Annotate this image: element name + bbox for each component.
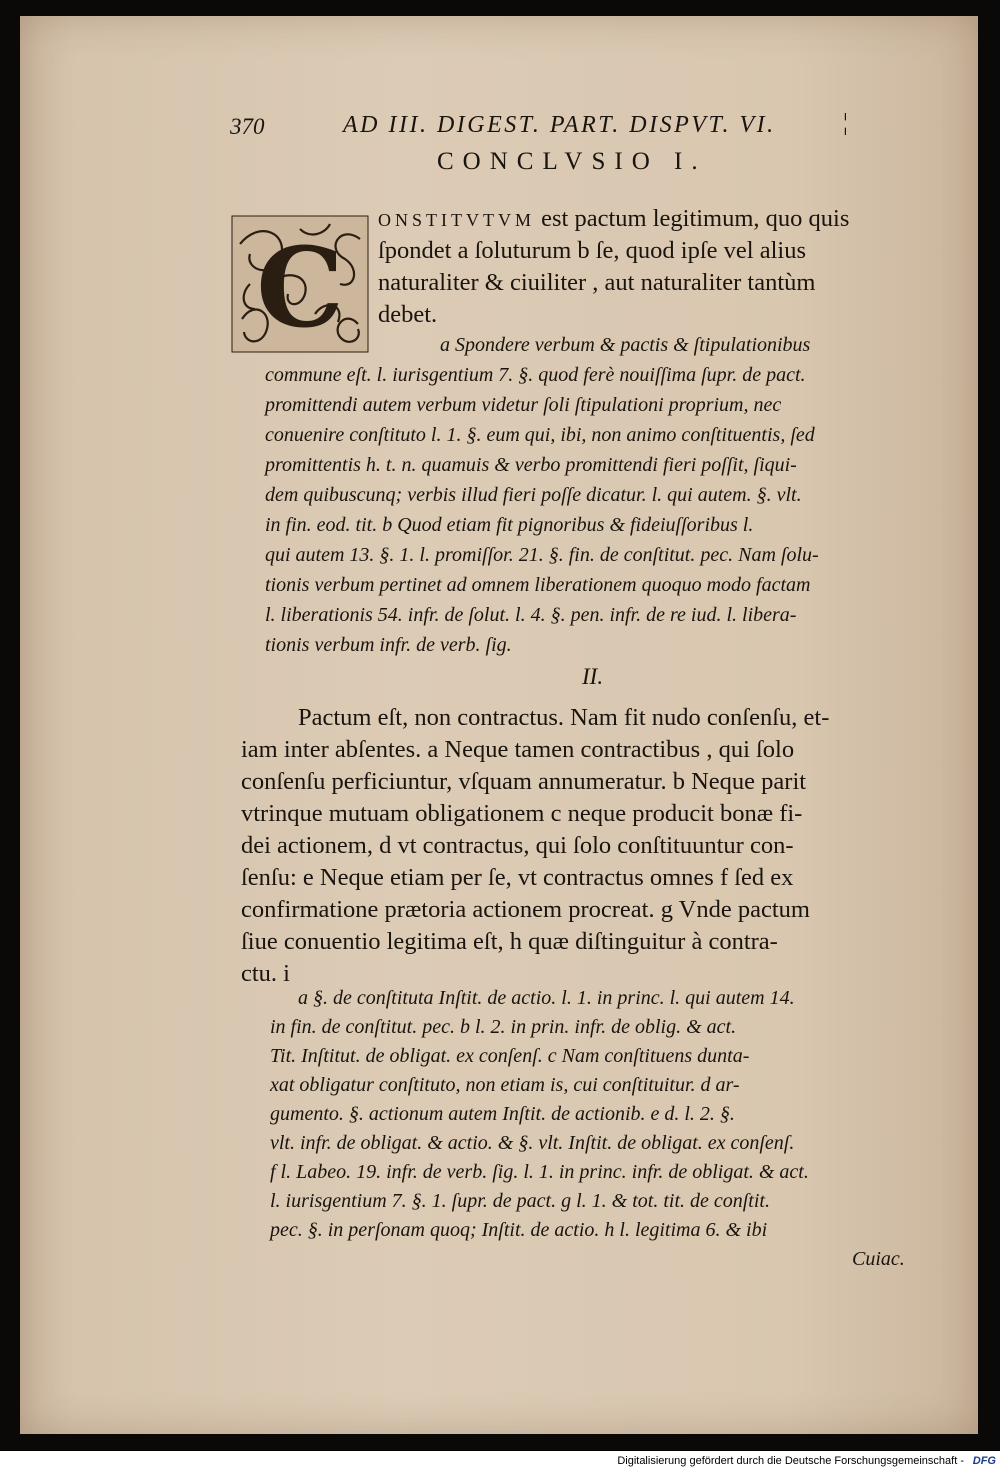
section-2-text-line: dei actionem, d vt contractus, qui ſolo conſtituuntur con- — [241, 832, 794, 859]
running-head: AD III. DIGEST. PART. DISPVT. VI. — [343, 112, 776, 138]
section-1-note-line: in fin. eod. tit. b Quod etiam fit pignoribus & fideiuſſoribus l. — [265, 514, 754, 536]
section-2-text-line: ctu. i — [241, 960, 290, 987]
section-1-note-line: promittentis h. t. n. quamuis & verbo promittendi fieri poſſit, ſiqui- — [265, 454, 797, 476]
section-2-note-line: vlt. infr. de obligat. & actio. & §. vlt. Inſtit. de obligat. ex conſenſ. — [270, 1132, 795, 1154]
section-2-text-line: Pactum eſt, non contractus. Nam fit nudo conſenſu, et- — [298, 704, 830, 731]
page-number: 370 — [230, 114, 265, 139]
section-2-note-line: Tit. Inſtitut. de obligat. ex conſenſ. c Nam conſtituens dunta- — [270, 1045, 750, 1067]
section-2-text-line: conſenſu perficiuntur, vſquam annumeratur. b Neque parit — [241, 768, 807, 795]
drop-cap-letter: C — [256, 223, 344, 352]
section-2-note-line: f l. Labeo. 19. infr. de verb. ſig. l. 1. in princ. infr. de obligat. & act. — [270, 1161, 809, 1183]
running-head-mark: ¦ — [843, 110, 848, 136]
section-1-line-1 — [378, 203, 849, 237]
drop-cap-initial — [230, 214, 370, 354]
ornamental-initial-icon — [230, 214, 370, 354]
section-2-note-line: in fin. de conſtitut. pec. b l. 2. in prin. infr. de oblig. & act. — [270, 1016, 737, 1038]
footer-divider — [0, 1450, 1000, 1451]
section-1-note-line: dem quibuscunq; verbis illud fieri poſſe dicatur. l. qui autem. §. vlt. — [265, 484, 802, 506]
section-2-note-line: pec. §. in perſonam quoq; Inſtit. de actio. h l. legitima 6. & ibi — [270, 1219, 768, 1241]
section-2-title: II. — [582, 664, 604, 689]
dfg-logo: DFG — [972, 1455, 996, 1467]
section-1-note-line: commune eſt. l. iurisgentium 7. §. quod ferè nouiſſima ſupr. de pact. — [265, 364, 806, 386]
section-2-note-line: l. iurisgentium 7. §. 1. ſupr. de pact. g l. 1. & tot. tit. de conſtit. — [270, 1190, 770, 1212]
section-2-note-line: xat obligatur conſtituto, non etiam is, cui conſtituitur. d ar- — [270, 1074, 740, 1096]
section-1-title: CONCLVSIO I. — [437, 148, 707, 175]
section-1-lead-rest: est pactum legitimum, quo quis — [535, 205, 850, 232]
catchword: Cuiac. — [852, 1248, 905, 1270]
section-2-note-line: gumento. §. actionum autem Inſtit. de actionib. e d. l. 2. §. — [270, 1103, 735, 1125]
section-1-note-line: conuenire conſtituto l. 1. §. eum qui, ibi, non animo conſtituentis, ſed — [265, 424, 815, 446]
section-1-note-line: qui autem 13. §. 1. l. promiſſor. 21. §. fin. de conſtitut. pec. Nam ſolu- — [265, 544, 819, 566]
section-2-text-line: confirmatione prætoria actionem procreat. g Vnde pactum — [241, 896, 810, 923]
section-1-lead-smallcaps: ONSTITVTVM — [378, 210, 535, 230]
section-2-text-line: iam inter abſentes. a Neque tamen contractibus , qui ſolo — [241, 736, 795, 763]
section-1-note-line: tionis verbum infr. de verb. ſig. — [265, 634, 512, 656]
section-1-text-line: naturaliter & ciuiliter , aut naturaliter tantùm — [378, 269, 816, 296]
section-2-text-line: vtrinque mutuam obligationem c neque producit bonæ fi- — [241, 800, 803, 827]
section-1-text-line: debet. — [378, 301, 438, 328]
digitization-credit: Digitalisierung gefördert durch die Deutsche Forschungsgemeinschaft - — [617, 1455, 964, 1467]
section-1-note-line: a Spondere verbum & pactis & ſtipulationibus — [440, 334, 811, 356]
section-1-note-line: tionis verbum pertinet ad omnem liberationem quoquo modo factam — [265, 574, 811, 596]
section-1-text-line: ſpondet a ſoluturum b ſe, quod ipſe vel alius — [378, 237, 806, 264]
section-2-text-line: ſenſu: e Neque etiam per ſe, vt contractus omnes f ſed ex — [241, 864, 794, 891]
section-2-note-line: a §. de conſtituta Inſtit. de actio. l. 1. in princ. l. qui autem 14. — [298, 987, 795, 1009]
section-2-text-line: ſiue conuentio legitima eſt, h quæ diſtinguitur à contra- — [241, 928, 778, 955]
section-1-note-line: promittendi autem verbum videtur ſoli ſtipulationi proprium, nec — [265, 394, 782, 416]
section-1-note-line: l. liberationis 54. infr. de ſolut. l. 4. §. pen. infr. de re iud. l. libera- — [265, 604, 797, 626]
